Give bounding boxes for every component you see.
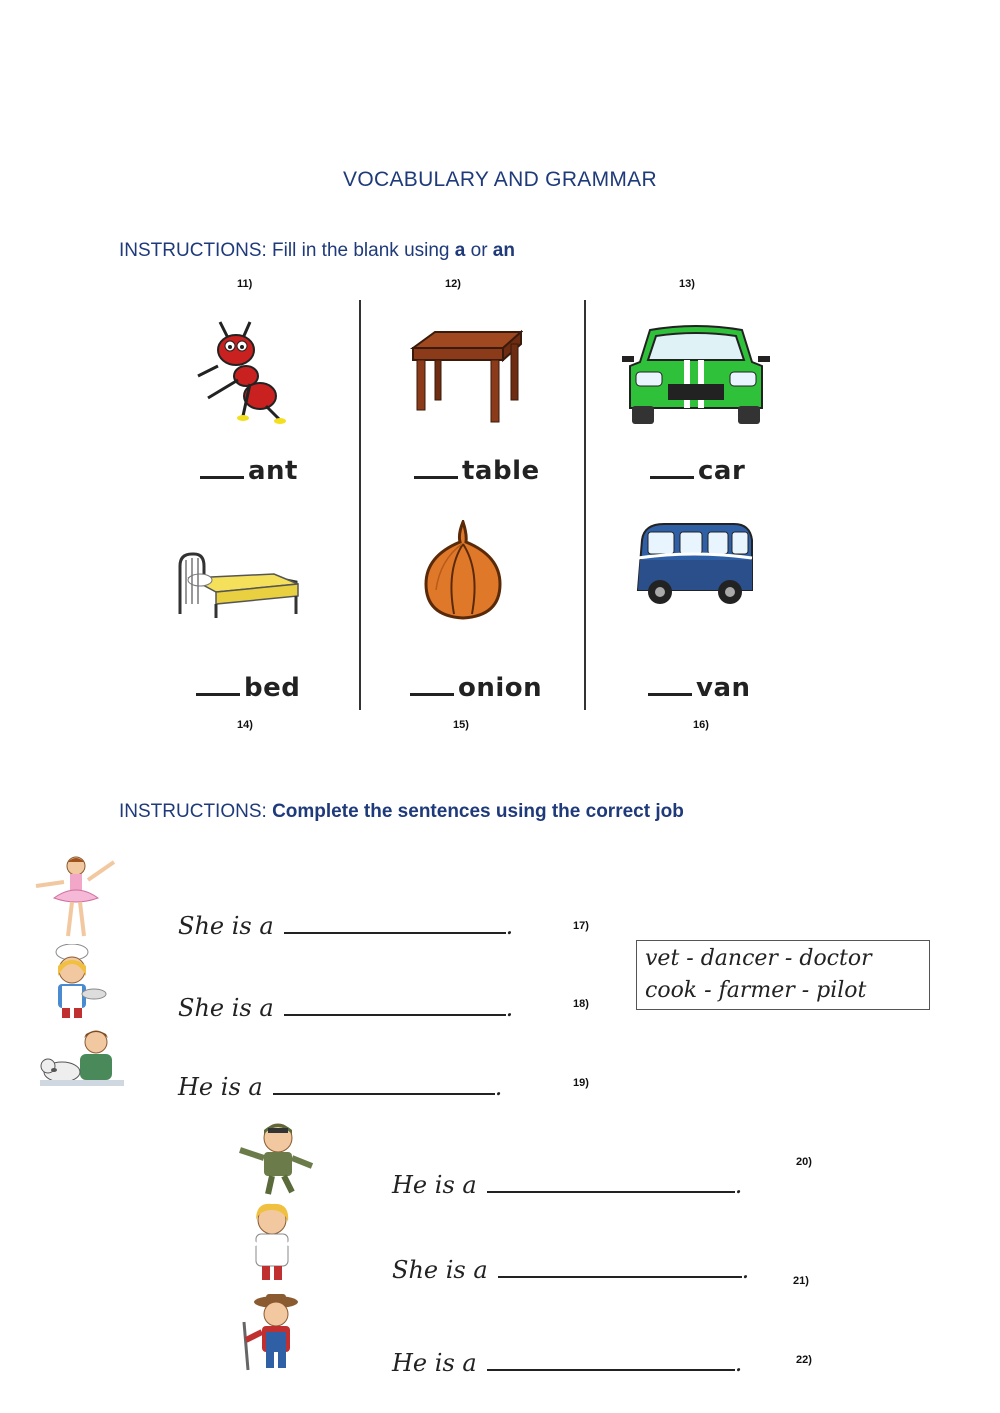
item-number: 14): [237, 719, 253, 731]
answer-blank[interactable]: [650, 456, 694, 479]
answer-line[interactable]: [284, 916, 506, 934]
vet-icon: [40, 1026, 124, 1092]
instructions-fill-blank: [119, 240, 515, 262]
sentence-21: She is a .: [392, 1256, 750, 1284]
sentence-number: 19): [573, 1077, 589, 1089]
word-bank-line-1: vet - dancer - doctor: [645, 946, 872, 971]
option-a: a: [454, 240, 466, 261]
grid-divider: [359, 300, 361, 710]
sentence-number: 18): [573, 998, 589, 1010]
cook-icon: [34, 944, 110, 1020]
bed-icon: [176, 548, 304, 620]
option-an: an: [492, 240, 515, 261]
sentence-number: 20): [796, 1156, 812, 1168]
answer-blank[interactable]: [410, 673, 454, 696]
van-icon: [634, 520, 756, 608]
grid-divider: [584, 300, 586, 710]
sentence-22: He is a .: [392, 1349, 743, 1377]
instructions-text: INSTRUCTIONS:: [119, 801, 273, 822]
answer-blank[interactable]: [648, 673, 692, 696]
item-word-ant: ant: [200, 456, 298, 486]
item-number: 12): [445, 278, 461, 290]
answer-line[interactable]: [284, 998, 506, 1016]
instructions-bold: Complete the sentences using the correct job: [272, 801, 684, 822]
table-icon: [405, 328, 523, 424]
item-number: 16): [693, 719, 709, 731]
item-word-bed: bed: [196, 673, 300, 703]
item-number: 13): [679, 278, 695, 290]
item-number: 15): [453, 719, 469, 731]
answer-blank[interactable]: [200, 456, 244, 479]
sentence-number: 22): [796, 1354, 812, 1366]
item-word-onion: onion: [410, 673, 542, 703]
sentence-19: He is a .: [178, 1073, 503, 1101]
sentence-20: He is a .: [392, 1171, 743, 1199]
sentence-18: She is a .: [178, 994, 514, 1022]
sentence-17: She is a .: [178, 912, 514, 940]
page-title: VOCABULARY AND GRAMMAR: [343, 168, 657, 191]
answer-line[interactable]: [498, 1260, 742, 1278]
item-word-car: car: [650, 456, 745, 486]
instructions-text: INSTRUCTIONS: Fill in the blank using: [119, 240, 455, 261]
pilot-icon: [234, 1120, 320, 1196]
word-bank-line-2: cook - farmer - pilot: [645, 978, 867, 1003]
onion-icon: [420, 520, 506, 620]
answer-line[interactable]: [487, 1175, 735, 1193]
answer-line[interactable]: [273, 1077, 495, 1095]
answer-line[interactable]: [487, 1353, 735, 1371]
word-bank: [636, 940, 930, 1010]
item-word-table: table: [414, 456, 540, 486]
instructions-or: or: [465, 240, 493, 261]
item-word-van: van: [648, 673, 751, 703]
answer-blank[interactable]: [414, 456, 458, 479]
item-number: 11): [237, 278, 253, 290]
sentence-number: 17): [573, 920, 589, 932]
doctor-icon: [234, 1202, 310, 1282]
instructions-jobs: [119, 801, 684, 823]
answer-blank[interactable]: [196, 673, 240, 696]
dancer-icon: [34, 852, 118, 938]
ant-icon: [188, 318, 298, 428]
farmer-icon: [238, 1292, 314, 1372]
car-icon: [622, 322, 770, 428]
sentence-number: 21): [793, 1275, 809, 1287]
